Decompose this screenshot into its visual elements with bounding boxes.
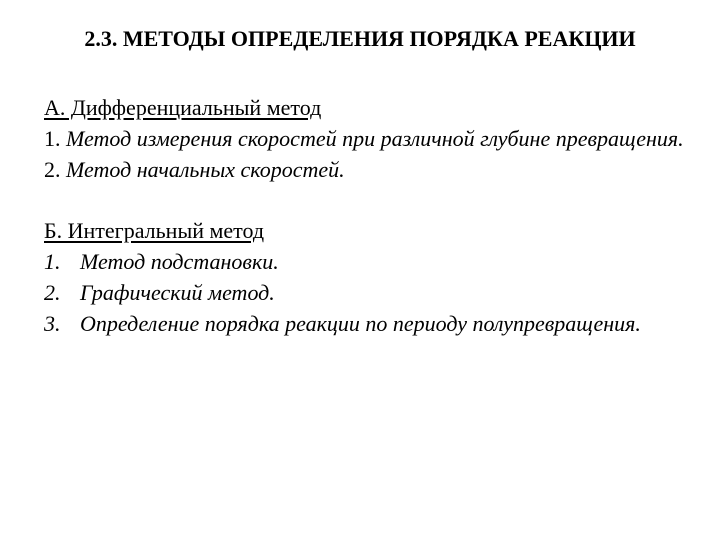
section-b-item-number: 2. bbox=[44, 280, 61, 305]
section-a-item-text: Метод начальных скоростей. bbox=[66, 157, 345, 182]
section-a-item-2 bbox=[44, 154, 684, 185]
section-a-item-number: 1. bbox=[44, 126, 61, 151]
section-b-item-text: Определение порядка реакции по периоду полупревращения. bbox=[80, 311, 641, 336]
slide-title: 2.3. МЕТОДЫ ОПРЕДЕЛЕНИЯ ПОРЯДКА РЕАКЦИИ bbox=[84, 26, 636, 51]
section-a-item-1 bbox=[44, 123, 684, 154]
section-b-item-number: 3. bbox=[44, 311, 61, 336]
section-a-item-text: Метод измерения скоростей при различной глубине превращения. bbox=[66, 126, 684, 151]
section-b-list bbox=[44, 246, 684, 339]
section-b-heading: Б. Интегральный метод bbox=[44, 218, 265, 243]
section-a-heading: А. Дифференциальный метод bbox=[44, 95, 322, 120]
section-a-list bbox=[44, 123, 684, 185]
section-b-item-text: Графический метод. bbox=[80, 280, 275, 305]
section-b-item-text: Метод подстановки. bbox=[80, 249, 279, 274]
section-b-item-1 bbox=[44, 246, 684, 277]
section-b-item-2 bbox=[44, 277, 684, 308]
slide-content bbox=[44, 92, 684, 339]
section-a-item-number: 2. bbox=[44, 157, 61, 182]
section-spacer bbox=[44, 185, 684, 215]
section-b-item-3 bbox=[44, 308, 684, 339]
section-b-item-number: 1. bbox=[44, 249, 61, 274]
